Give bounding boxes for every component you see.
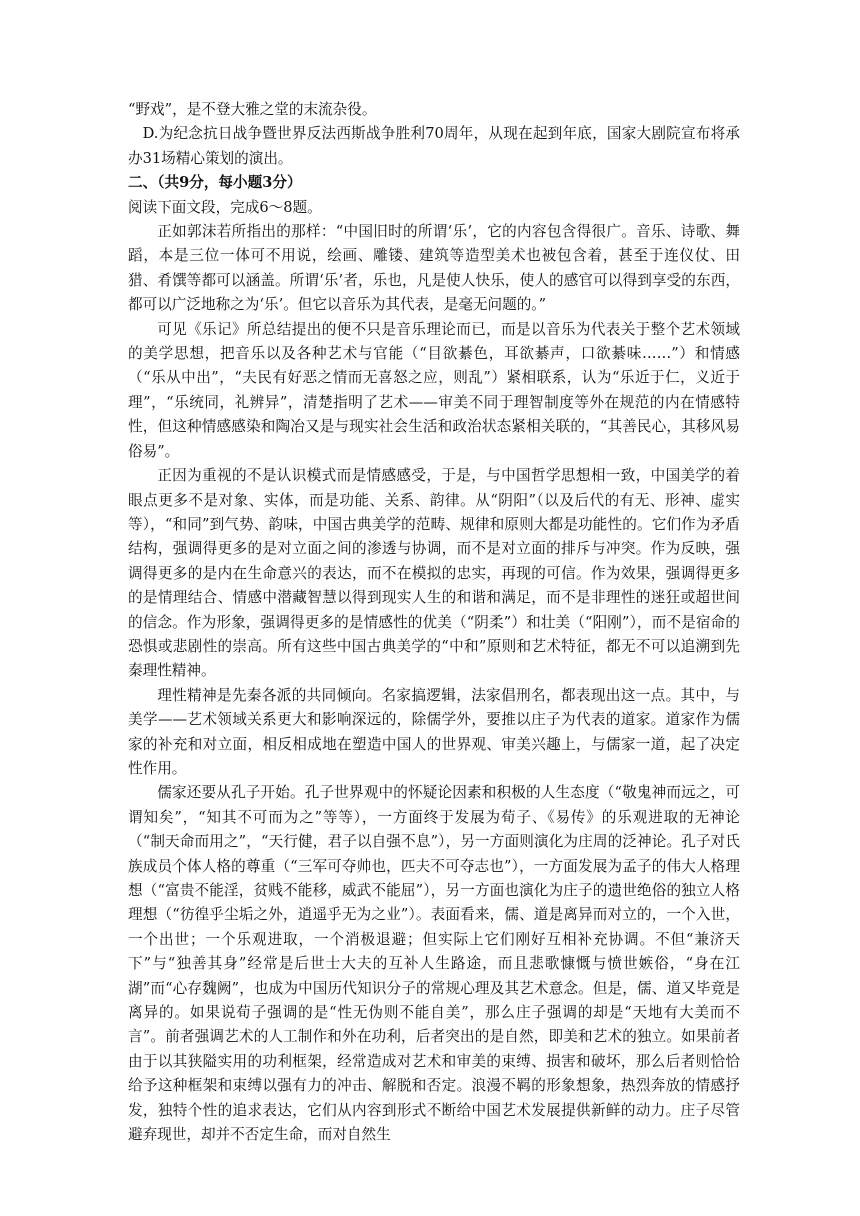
paragraph-continuation: “野戏”，是不登大雅之堂的末流杂役。 [128, 101, 377, 118]
section-heading: 二、（共9分，每小题3分） [128, 174, 302, 192]
document-page [128, 98, 740, 1147]
body-paragraph-1: 正如郭沫若所指出的那样：“中国旧时的所谓‘乐’，它的内容包含得很广。音乐、诗歌、舞蹈，本是三位一体可不用说，绘画、雕镂、建筑等造型美术也被包含着，甚至于连仪仗、田猎、肴馔等都可以涵盖。所谓‘乐’者，乐也，凡是使人快乐，使人的感官可以得到享受的东西，都可以广泛地称之为‘乐’。但它以音乐为其代表，是毫无问题的。” [128, 223, 740, 314]
body-paragraph-3: 正因为重视的不是认识模式而是情感感受，于是，与中国哲学思想相一致，中国美学的着眼点更多不是对象、实体，而是功能、关系、韵律。从“阴阳”（以及后代的有无、形神、虚实等），“和同”到气势、韵味，中国古典美学的范畴、规律和原则大都是功能性的。它们作为矛盾结构，强调得更多的是对立面之间的渗透与协调，而不是对立面的排斥与冲突。作为反映，强调得更多的是内在生命意兴的表达，而不在模拟的忠实，再现的可信。作为效果，强调得更多的是情理结合、情感中潜藏智慧以得到现实人生的和谐和满足，而不是非理性的迷狂或超世间的信念。作为形象，强调得更多的是情感性的优美（“阴柔”）和壮美（“阳刚”），而不是宿命的恐惧或悲剧性的崇高。所有这些中国古典美学的“中和”原则和艺术特征，都无不可以追溯到先秦理性精神。 [128, 467, 740, 680]
body-paragraph-5: 儒家还要从孔子开始。孔子世界观中的怀疑论因素和积极的人生态度（“敬鬼神而远之，可谓知矣”，“知其不可而为之”等等），一方面终于发展为荀子、《易传》的乐观进取的无神论（“制天命而用之”，“天行健，君子以自强不息”），另一方面则演化为庄周的泛神论。孔子对氏族成员个体人格的尊重（“三军可夺帅也，匹夫不可夺志也”），一方面发展为孟子的伟大人格理想（“富贵不能淫，贫贱不能移，威武不能屈”），另一方面也演化为庄子的遗世绝俗的独立人格理想（“彷徨乎尘垢之外，逍遥乎无为之业”）。表面看来，儒、道是离异而对立的，一个入世，一个出世；一个乐观进取，一个消极退避；但实际上它们刚好互相补充协调。不但“兼济天下”与“独善其身”经常是后世士大夫的互补人生路途，而且悲歌慷慨与愤世嫉俗，“身在江湖”而“心存魏阙”，也成为中国历代知识分子的常规心理及其艺术意念。但是，儒、道又毕竟是离异的。如果说荀子强调的是“性无伪则不能自美”，那么庄子强调的却是“天地有大美而不言”。前者强调艺术的人工制作和外在功利，后者突出的是自然，即美和艺术的独立。如果前者由于以其狭隘实用的功利框架，经常造成对艺术和审美的束缚、损害和破坏，那么后者则恰恰给予这种框架和束缚以强有力的冲击、解脱和否定。浪漫不羁的形象想象，热烈奔放的情感抒发，独特个性的追求表达，它们从内容到形式不断给中国艺术发展提供新鲜的动力。庄子尽管避弃现世，却并不否定生命，而对自然生 [128, 784, 740, 1144]
reading-instruction: 阅读下面文段，完成6～8题。 [128, 198, 322, 216]
body-paragraph-2: 可见《乐记》所总结提出的便不只是音乐理论而已，而是以音乐为代表关于整个艺术领域的美学思想，把音乐以及各种艺术与官能（“目欲綦色，耳欲綦声，口欲綦味……”）和情感（“乐从中出”，“夫民有好恶之情而无喜怒之应，则乱”）紧相联系，认为“乐近于仁，义近于理”，“乐统同，礼辨异”，清楚指明了艺术——审美不同于理智制度等外在规范的内在情感特性，但这种情感感染和陶冶又是与现实社会生活和政治状态紧相关联的，“其善民心，其移风易俗易”。 [128, 320, 740, 460]
option-d: D.为纪念抗日战争暨世界反法西斯战争胜利70周年，从现在起到年底，国家大剧院宣布将承办31场精心策划的演出。 [128, 125, 740, 167]
body-paragraph-4: 理性精神是先秦各派的共同倾向。名家搞逻辑，法家倡刑名，都表现出这一点。其中，与美学——艺术领域关系更大和影响深远的，除儒学外，要推以庄子为代表的道家。道家作为儒家的补充和对立面，相反相成地在塑造中国人的世界观、审美兴趣上，与儒家一道，起了决定性作用。 [128, 686, 740, 777]
